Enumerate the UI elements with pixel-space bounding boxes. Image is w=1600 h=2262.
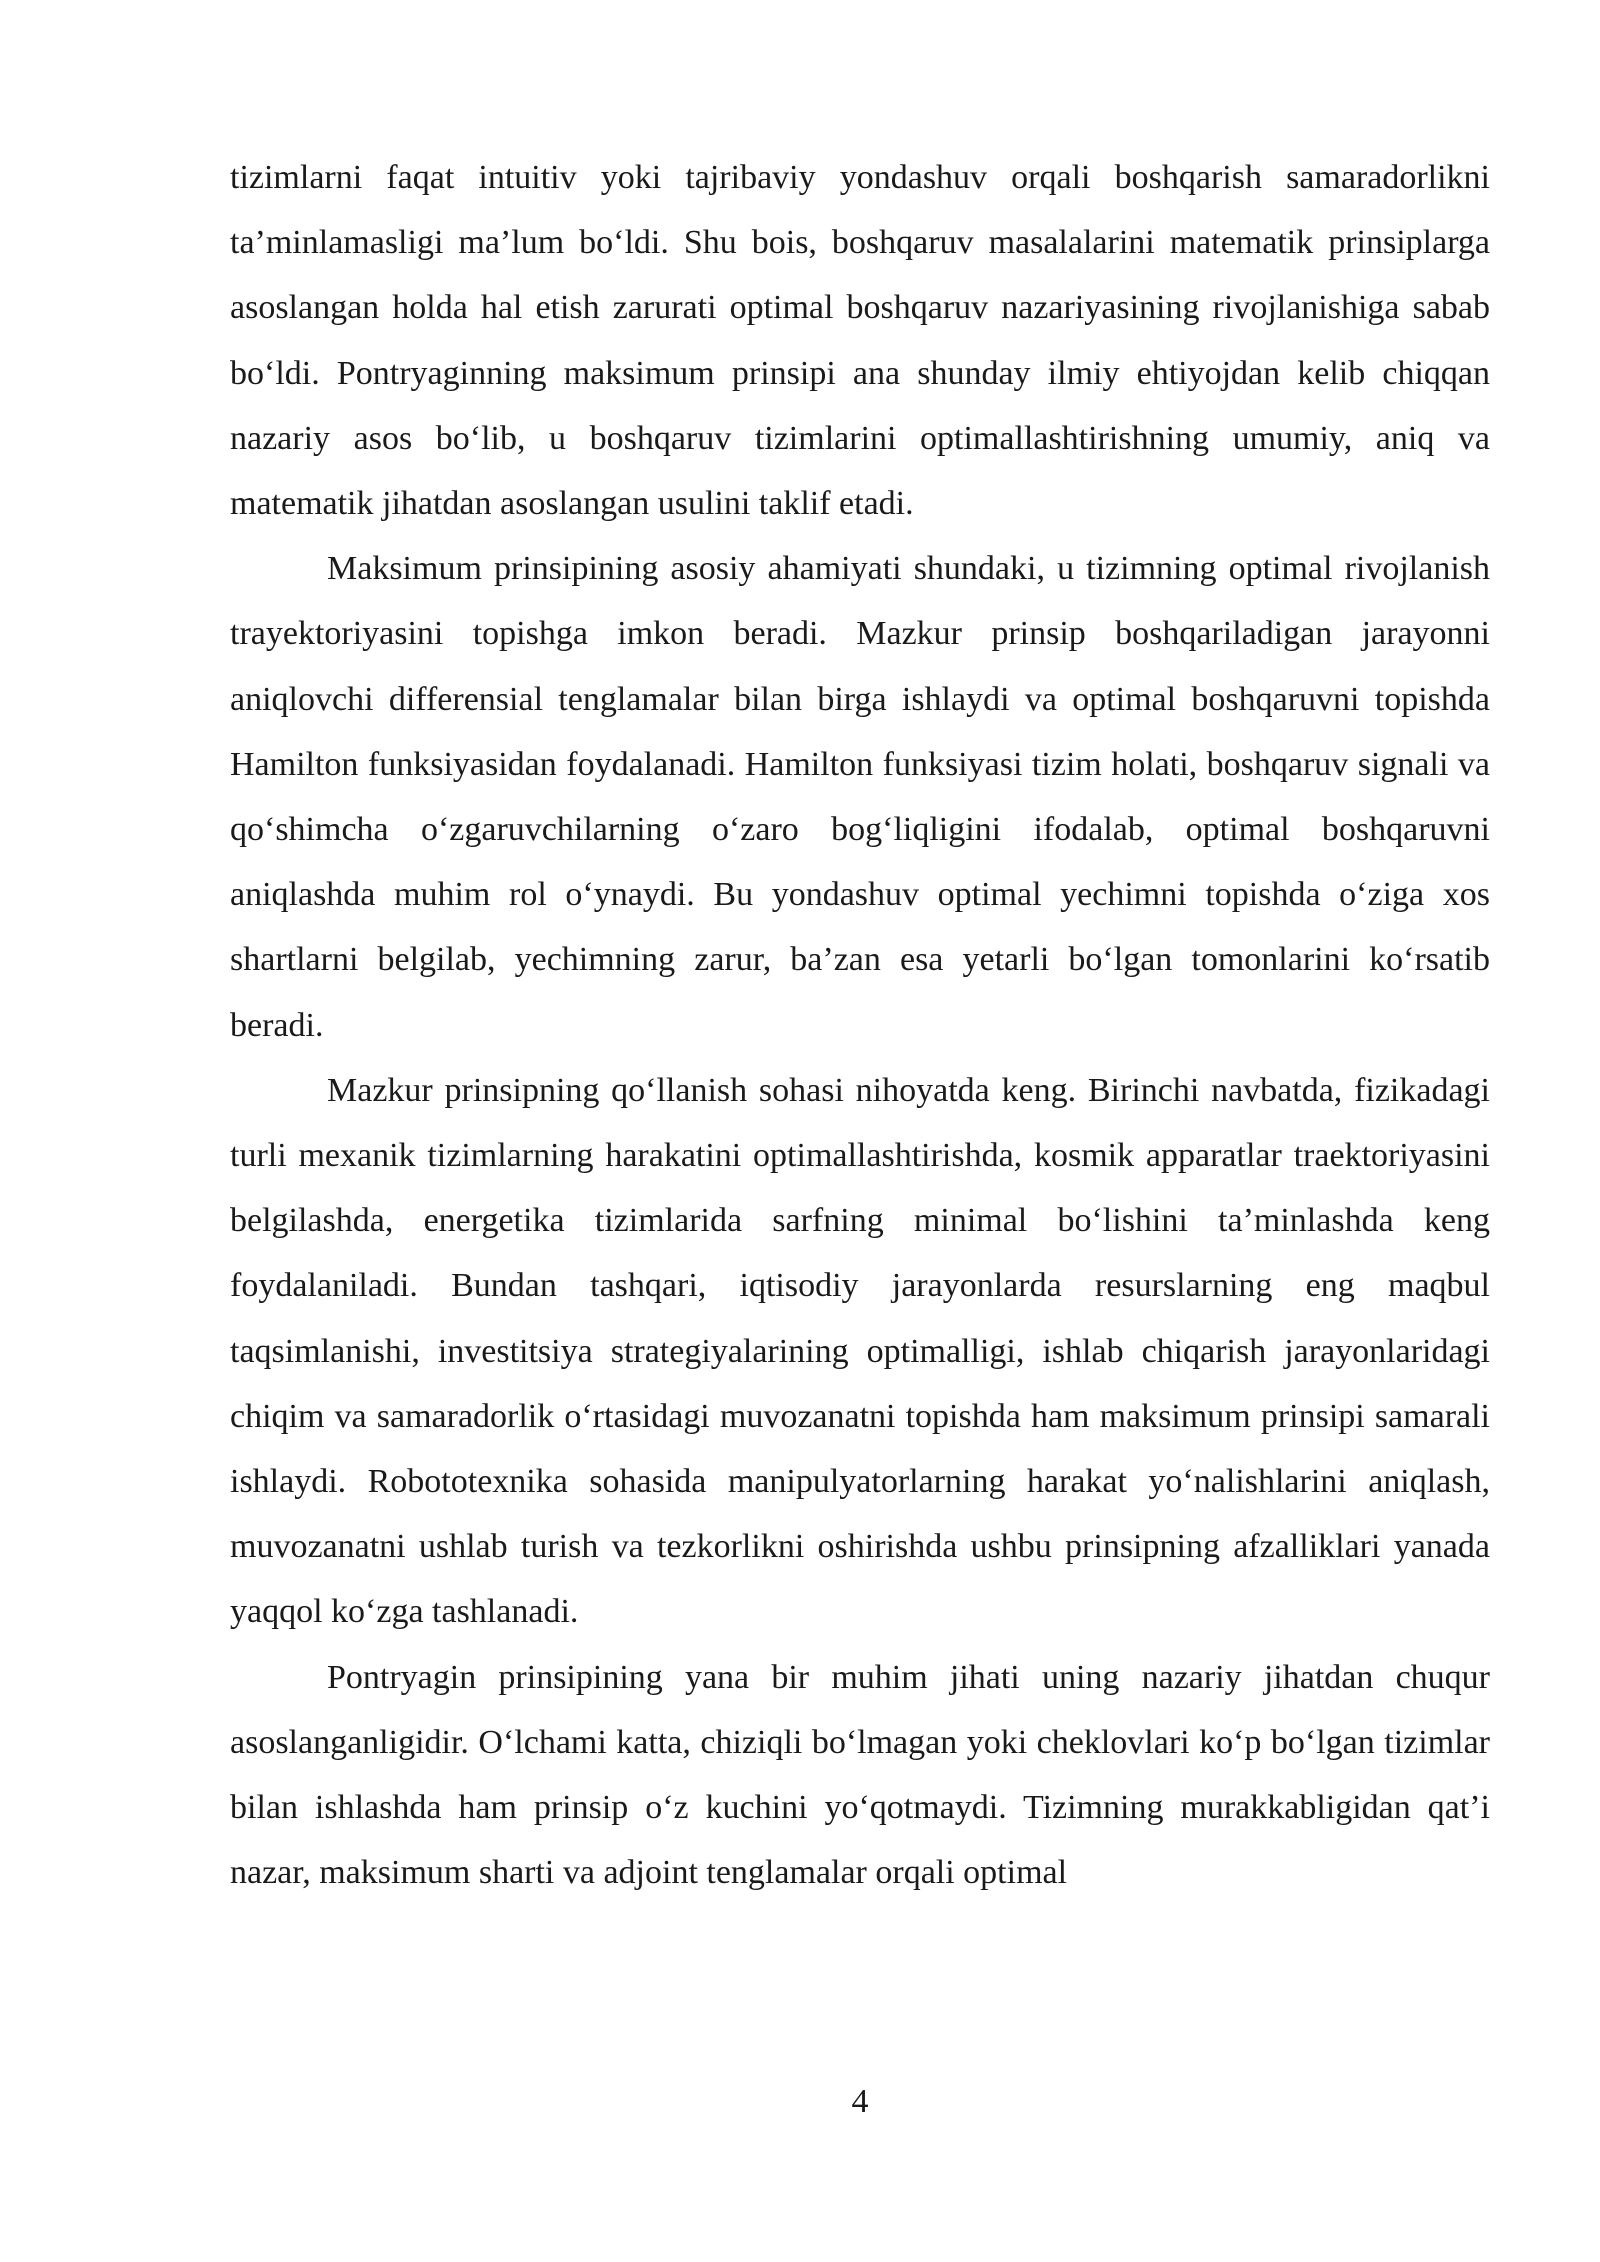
paragraph-maximum-principle-importance: Maksimum prinsipining asosiy ahamiyati shundaki, u tizimning optimal rivojlanish trayektoriyasini topishga imkon beradi. Mazkur prinsip boshqariladigan jarayonni aniqlovchi differensial tenglamalar bilan birga ishlaydi va optimal boshqaruvni topishda Hamilton funksiyasidan foydalanadi. Hamilton funksiyasi tizim holati, boshqaruv signali va qo‘shimcha o‘zgaruvchilarning o‘zaro bog‘liqligini ifodalab, optimal boshqaruvni aniqlashda muhim rol o‘ynaydi. Bu yondashuv optimal yechimni topishda o‘ziga xos shartlarni belgilab, yechimning zarur, ba’zan esa yetarli bo‘lgan tomonlarini ko‘rsatib beradi. [230,550,1490,1044]
paragraph-application-areas: Mazkur prinsipning qo‘llanish sohasi nihoyatda keng. Birinchi navbatda, fizikadagi turli mexanik tizimlarning harakatini optimallashtirishda, kosmik apparatlar traektoriyasini belgilashda, energetika tizimlarida sarfning minimal bo‘lishini ta’minlashda keng foydalaniladi. Bundan tashqari, iqtisodiy jarayonlarda resurslarning eng maqbul taqsimlanishi, investitsiya strategiyalarining optimalligi, ishlab chiqarish jarayonlaridagi chiqim va samaradorlik o‘rtasidagi muvozanatni topishda ham maksimum prinsipi samarali ishlaydi. Robototexnika sohasida manipulyatorlarning harakat yo‘nalishlarini aniqlash, muvozanatni ushlab turish va tezkorlikni oshirishda ushbu prinsipning afzalliklari yanada yaqqol ko‘zga tashlanadi. [230,1071,1490,1631]
paragraph-theoretical-foundation: Pontryagin prinsipining yana bir muhim jihati uning nazariy jihatdan chuqur asoslanganligidir. O‘lchami katta, chiziqli bo‘lmagan yoki cheklovlari ko‘p bo‘lgan tizimlar bilan ishlashda ham prinsip o‘z kuchini yo‘qotmaydi. Tizimning murakkabligidan qat’i nazar, maksimum sharti va adjoint tenglamalar orqali optimal [230,1658,1490,1892]
page-number: 4 [851,2083,869,2120]
paragraph-continued: tizimlarni faqat intuitiv yoki tajribaviy yondashuv orqali boshqarish samaradorlikni ta’minlamasligi ma’lum bo‘ldi. Shu bois, boshqaruv masalalarini matematik prinsiplarga asoslangan holda hal etish zarurati optimal boshqaruv nazariyasining rivojlanishiga sabab bo‘ldi. Pontryaginning maksimum prinsipi ana shunday ilmiy ehtiyojdan kelib chiqqan nazariy asos bo‘lib, u boshqaruv tizimlarini optimallashtirishning umumiy, aniq va matematik jihatdan asoslangan usulini taklif etadi. [230,159,1490,523]
body-text [230,145,1490,1905]
